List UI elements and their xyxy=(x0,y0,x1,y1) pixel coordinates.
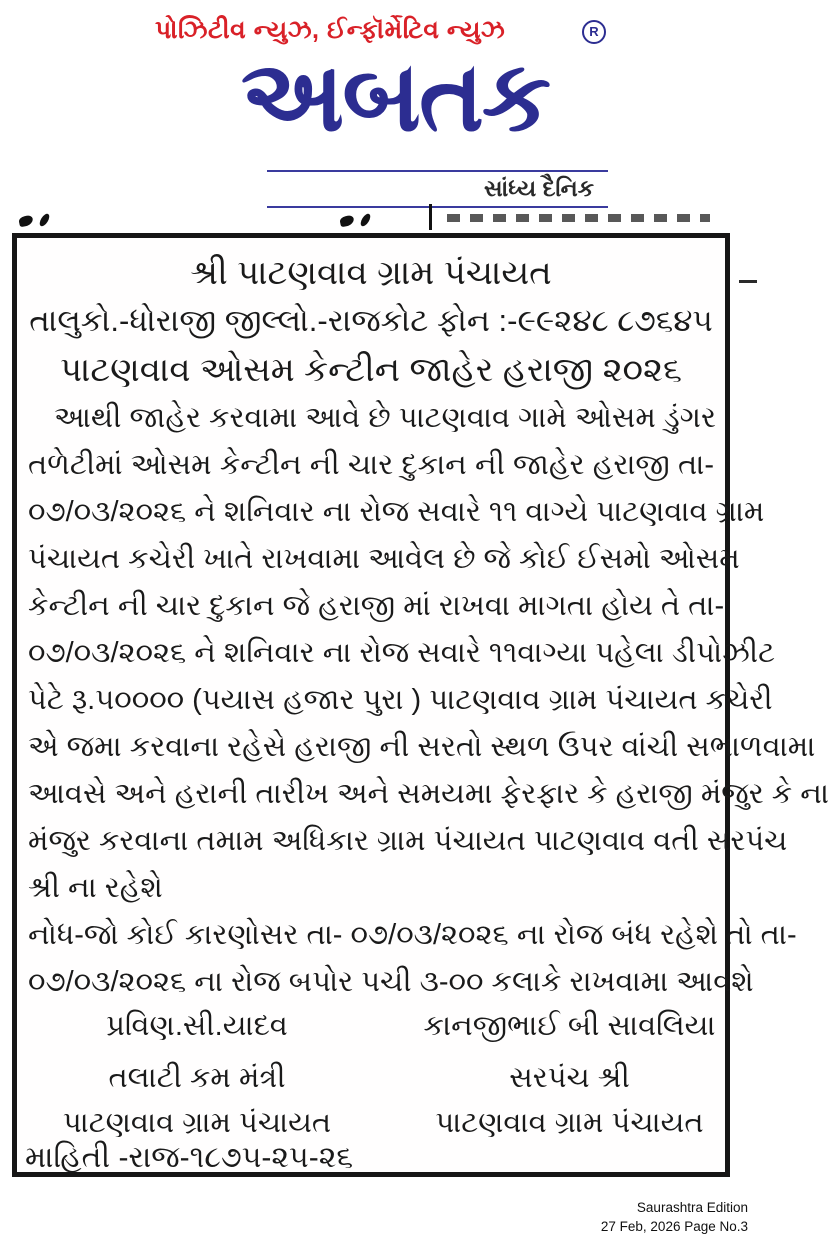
edition-label: Saurashtra Edition xyxy=(636,1200,748,1215)
page-footer xyxy=(448,1198,748,1236)
notice-subtitle: તાલુકો.-ધોરાજી જીલ્લો.-રાજકોટ ફોન :-૯૯૨૪૮ ૮૭૬૪૫ xyxy=(29,303,713,338)
date-page-label: 27 Feb, 2026 Page No.3 xyxy=(600,1219,748,1234)
newsprint-artifact xyxy=(429,204,432,230)
signatory-left-title: તલાટી કમ મંત્રી xyxy=(108,1062,286,1094)
signatory-left-org: પાટણવાવ ગ્રામ પંચાયત xyxy=(62,1107,332,1139)
notice-title: શ્રી પાટણવાવ ગ્રામ પંચાયત xyxy=(190,254,552,292)
newsprint-artifact xyxy=(447,214,710,222)
newsprint-artifact xyxy=(359,212,372,228)
signatory-left-name: પ્રવિણ.સી.યાદવ xyxy=(106,1010,288,1042)
signatory-right-org: પાટણવાવ ગ્રામ પંચાયત xyxy=(435,1107,704,1139)
body-line: તળેટીમાં ઓસમ કેન્ટીન ની ચાર દુકાન ની જાહેર હરાજી તા- xyxy=(28,449,714,481)
body-line: મંજુર કરવાના તમામ અધિકાર ગ્રામ પંચાયત પાટણવાવ વતી સરપંચ xyxy=(28,825,788,857)
body-line: કેન્ટીન ની ચાર દુકાન જે હરાજી માં રાખવા માગતા હોય તે તા- xyxy=(28,590,725,622)
newsprint-artifact xyxy=(339,215,355,228)
notice-body xyxy=(17,395,829,1006)
registered-trademark-icon: R xyxy=(582,20,606,44)
body-line: એ જમા કરવાના રહેસે હરાજી ની સરતો સ્થળ ઉપર વાંચી સભાળવામા xyxy=(28,731,816,763)
body-line: આથી જાહેર કરવામા આવે છે પાટણવાવ ગામે ઓસમ ડુંગર xyxy=(54,402,716,434)
newsprint-artifact xyxy=(38,212,51,228)
newspaper-logo: અબતક xyxy=(240,41,550,151)
signatory-right-title: સરપંચ શ્રી xyxy=(509,1062,630,1094)
public-notice-box xyxy=(12,233,829,1177)
notice-ref-number: માહિતી -રાજ-૧૮૭૫-૨૫-૨૬ xyxy=(25,1141,354,1174)
body-line: ૦૭/૦૩/૨૦૨૬ ને શનિવાર ના રોજ સવારે ૧૧ વાગ્યે પાટણવાવ ગ્રામ xyxy=(28,496,765,528)
body-line: ૦૭/૦૩/૨૦૨૬ ને શનિવાર ના રોજ સવારે ૧૧વાગ્યા પહેલા ડીપોઝીટ xyxy=(28,637,775,669)
masthead-subtitle: સાંધ્ય દૈનિક xyxy=(267,170,608,208)
body-line: પંચાયત કચેરી ખાતે રાખવામા આવેલ છે જે કોઈ ઈસમો ઓસમ xyxy=(28,543,740,575)
body-line: શ્રી ના રહેશે xyxy=(28,872,163,904)
notice-heading: પાટણવાવ ઓસમ કેન્ટીન જાહેર હરાજી ૨૦૨૬ xyxy=(59,351,683,389)
body-line: આવસે અને હરાની તારીખ અને સમયમા ફેરફાર કે હરાજી મંજુર કે ના xyxy=(28,778,829,810)
body-line: પેટે રૂ.૫૦૦૦૦ (પયાસ હજાર પુરા ) પાટણવાવ ગ્રામ પંચાયત કચેરી xyxy=(28,684,773,716)
note-line: ૦૭/૦૩/૨૦૨૬ ના રોજ બપોર પચી ૩-૦૦ કલાકે રાખવામા આવશે xyxy=(28,966,754,998)
signatory-right-name: કાનજીભાઈ બી સાવલિયા xyxy=(423,1010,716,1042)
masthead-tagline: પોઝિટીવ ન્યુઝ, ઈન્ફૉર્મેટિવ ન્યુઝ xyxy=(155,16,506,44)
note-line: નોધ-જો કોઈ કારણોસર તા- ૦૭/૦૩/૨૦૨૬ ના રોજ બંધ રહેશે તો તા- xyxy=(28,919,797,951)
newsprint-artifact xyxy=(18,215,34,228)
margin-mark xyxy=(739,280,757,283)
